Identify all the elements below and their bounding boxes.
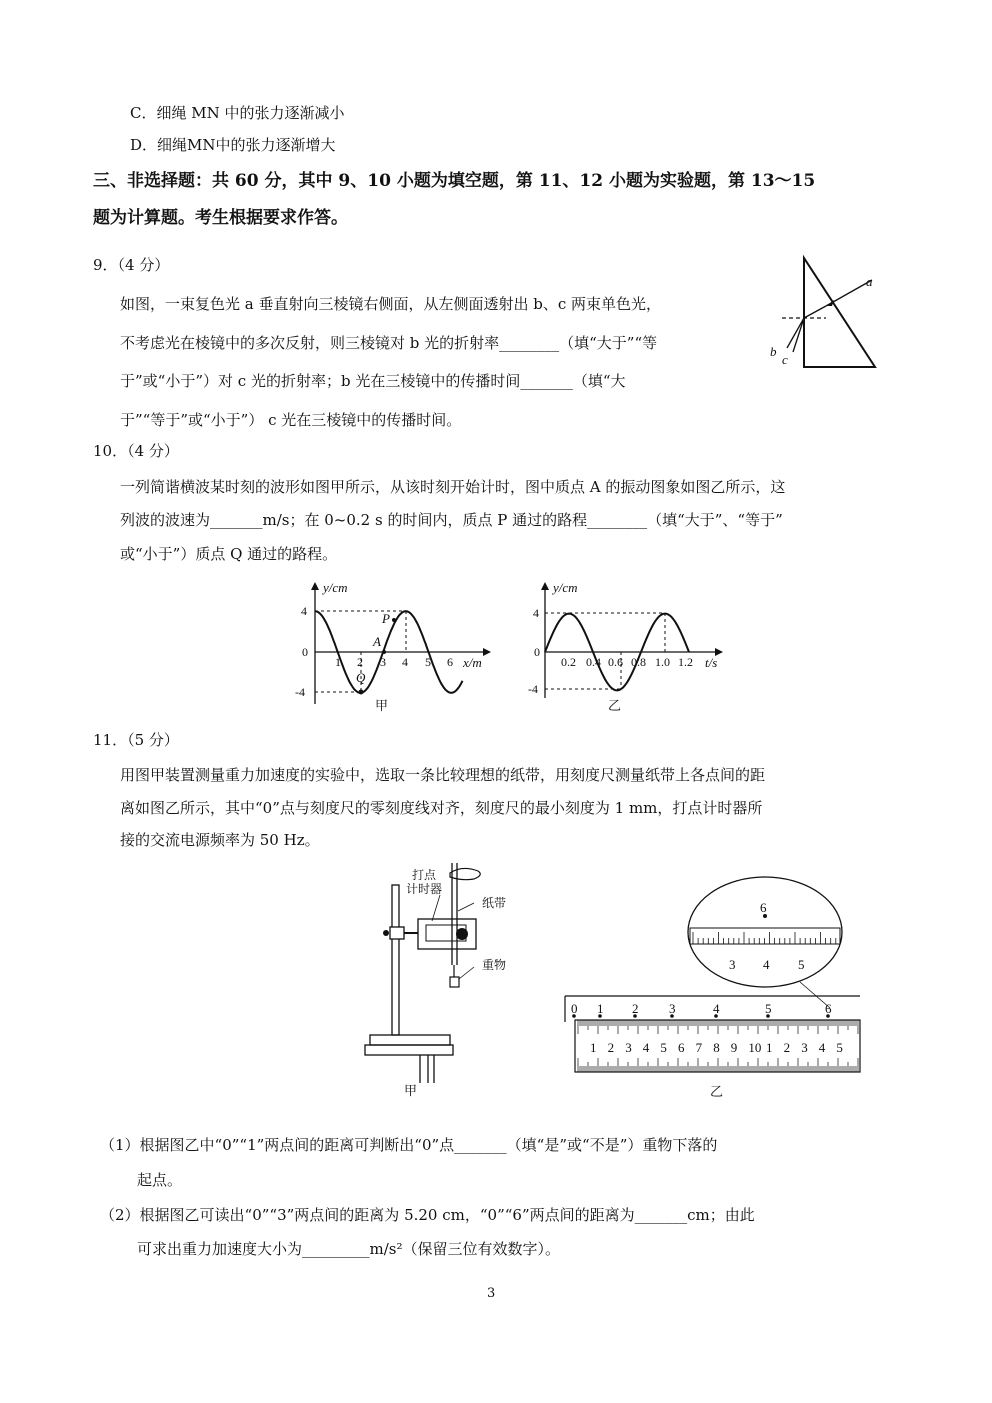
ruler-number: 7: [695, 1040, 703, 1055]
ruler-number: 10: [748, 1040, 762, 1055]
ruler-number: 8: [713, 1040, 720, 1055]
ytick-neg4: -4: [295, 685, 305, 699]
q11-header: 11．（5 分）: [93, 731, 179, 749]
ruler-number: 2: [607, 1040, 615, 1055]
tape-point-label: 3: [669, 1001, 676, 1016]
clamp: [390, 927, 404, 939]
t-axis-label: t/s: [705, 655, 718, 670]
xtick-3: 3: [380, 655, 386, 669]
q9-header: 9．（4 分）: [93, 256, 170, 274]
q10-text-1: 一列简谐横波某时刻的波形如图甲所示，从该时刻开始计时，图中质点 A 的振动图象如图乙所示，这: [120, 478, 786, 496]
xtick-5: 5: [425, 655, 431, 669]
ruler-number: 1: [590, 1040, 597, 1055]
ruler-number: 3: [625, 1040, 632, 1055]
zoom-label-6: 6: [760, 900, 767, 915]
label-timer-1: 打点: [412, 868, 437, 882]
ttick-0-8: 0.8: [631, 655, 646, 669]
ruler-number: 5: [660, 1040, 667, 1055]
y-axis-label: y/cm: [553, 580, 578, 595]
zoom-num-3: 3: [729, 957, 736, 972]
xtick-4: 4: [402, 655, 408, 669]
zoom-num-5: 5: [798, 957, 805, 972]
section-heading-cont: 题为计算题。考生根据要求作答。: [93, 208, 348, 228]
tape-point-label: 2: [632, 1001, 639, 1016]
label-q: Q: [356, 670, 366, 685]
label-a: A: [373, 634, 381, 649]
tape-point-label: 1: [597, 1001, 604, 1016]
caption-yi: 乙: [710, 1084, 724, 1099]
ruler-number: 1: [766, 1040, 773, 1055]
ruler-number: 3: [801, 1040, 808, 1055]
tape-point-label: 0: [571, 1001, 578, 1016]
caption-yi: 乙: [608, 698, 622, 713]
q11-part2-b: 可求出重力加速度大小为_________m/s²（保留三位有效数字）。: [137, 1240, 560, 1258]
q10-text-3: 或“小于”）质点 Q 通过的路程。: [120, 545, 338, 563]
q11-text-1: 用图甲装置测量重力加速度的实验中，选取一条比较理想的纸带，用刻度尺测量纸带上各点间的距: [120, 766, 766, 784]
ttick-1-2: 1.2: [678, 655, 693, 669]
q10-text-2: 列波的波速为_______m/s；在 0~0.2 s 的时间内，质点 P 通过的路程________（填“大于”、“等于”: [120, 511, 783, 529]
label-c: c: [782, 352, 788, 367]
apparatus-figure: [362, 855, 522, 1105]
section-heading: 三、非选择题：共 60 分，其中 9、10 小题为填空题，第 11、12 小题为实验题，第 13～15: [93, 171, 816, 191]
q9-text-3: 于”或“小于”）对 c 光的折射率；b 光在三棱镜中的传播时间_______（填“大: [120, 372, 626, 390]
xtick-2: 2: [357, 655, 363, 669]
hand: [450, 868, 480, 879]
tape-point-label: 4: [713, 1001, 720, 1016]
ytick-0: 0: [534, 645, 540, 659]
label-weight: 重物: [482, 958, 507, 972]
label-a: a: [866, 274, 873, 289]
ruler-number: 5: [836, 1040, 843, 1055]
zoom-num-4: 4: [763, 957, 770, 972]
ruler-number: 6: [678, 1040, 685, 1055]
q11-text-2: 离如图乙所示，其中“0”点与刻度尺的零刻度线对齐，刻度尺的最小刻度为 1 mm，打点计时器所: [120, 799, 763, 817]
ytick-4: 4: [301, 604, 307, 618]
ttick-0-2: 0.2: [561, 655, 576, 669]
caption-jia: 甲: [404, 1083, 418, 1098]
ruler-number: 4: [642, 1040, 650, 1055]
ruler-number: 2: [783, 1040, 791, 1055]
label-timer-2: 计时器: [406, 882, 443, 896]
weight: [450, 977, 459, 987]
tape-point-label: 6: [825, 1001, 832, 1016]
prism-figure: [760, 250, 890, 380]
wave-chart-jia: [285, 578, 500, 718]
ytick-4: 4: [533, 606, 539, 620]
q11-part2-a: （2）根据图乙可读出“0”“3”两点间的距离为 5.20 cm，“0”“6”两点间的距离为_______cm；由此: [100, 1206, 755, 1224]
ytick-neg4: -4: [528, 682, 538, 696]
ruler-number: 4: [818, 1040, 826, 1055]
label-p: P: [382, 611, 390, 626]
clamp-knob: [383, 930, 389, 936]
tape-point-label: 5: [765, 1001, 772, 1016]
xtick-1: 1: [335, 655, 341, 669]
q9-text-4: 于”“等于”或“小于”） c 光在三棱镜中的传播时间。: [120, 411, 462, 429]
option-d: D．细绳MN中的张力逐渐增大: [130, 136, 336, 154]
x-axis-label: x/m: [463, 655, 482, 670]
label-tape: 纸带: [482, 896, 507, 910]
q11-text-3: 接的交流电源频率为 50 Hz。: [120, 831, 320, 849]
q10-header: 10．（4 分）: [93, 442, 179, 460]
base-bottom: [365, 1045, 453, 1055]
caption-jia: 甲: [375, 698, 389, 713]
xtick-6: 6: [447, 655, 453, 669]
q11-part1-b: 起点。: [137, 1171, 183, 1189]
y-axis-label: y/cm: [323, 580, 348, 595]
ttick-0-4: 0.4: [586, 655, 601, 669]
ttick-0-6: 0.6: [608, 655, 623, 669]
ytick-0: 0: [302, 645, 308, 659]
q9-text-1: 如图，一束复色光 a 垂直射向三棱镜右侧面，从左侧面透射出 b、c 两束单色光，: [120, 295, 662, 313]
point-a: [382, 650, 386, 654]
ruler-figure: [560, 870, 870, 1105]
label-b: b: [770, 344, 777, 359]
q9-text-2: 不考虑光在棱镜中的多次反射，则三棱镜对 b 光的折射率________（填“大于”“等: [120, 334, 658, 352]
option-c: C．细绳 MN 中的张力逐渐减小: [130, 104, 345, 122]
point-p: [392, 618, 396, 622]
point-q: [359, 690, 364, 695]
ttick-1-0: 1.0: [655, 655, 670, 669]
base-top: [370, 1035, 450, 1045]
q11-part1-a: （1）根据图乙中“0”“1”两点间的距离可判断出“0”点_______（填“是”或“不是”）重物下落的: [100, 1136, 718, 1154]
vibration-chart-yi: [515, 578, 730, 718]
page-number: 3: [487, 1286, 496, 1301]
stand-rod: [392, 885, 399, 1035]
ruler-number: 9: [730, 1040, 738, 1055]
